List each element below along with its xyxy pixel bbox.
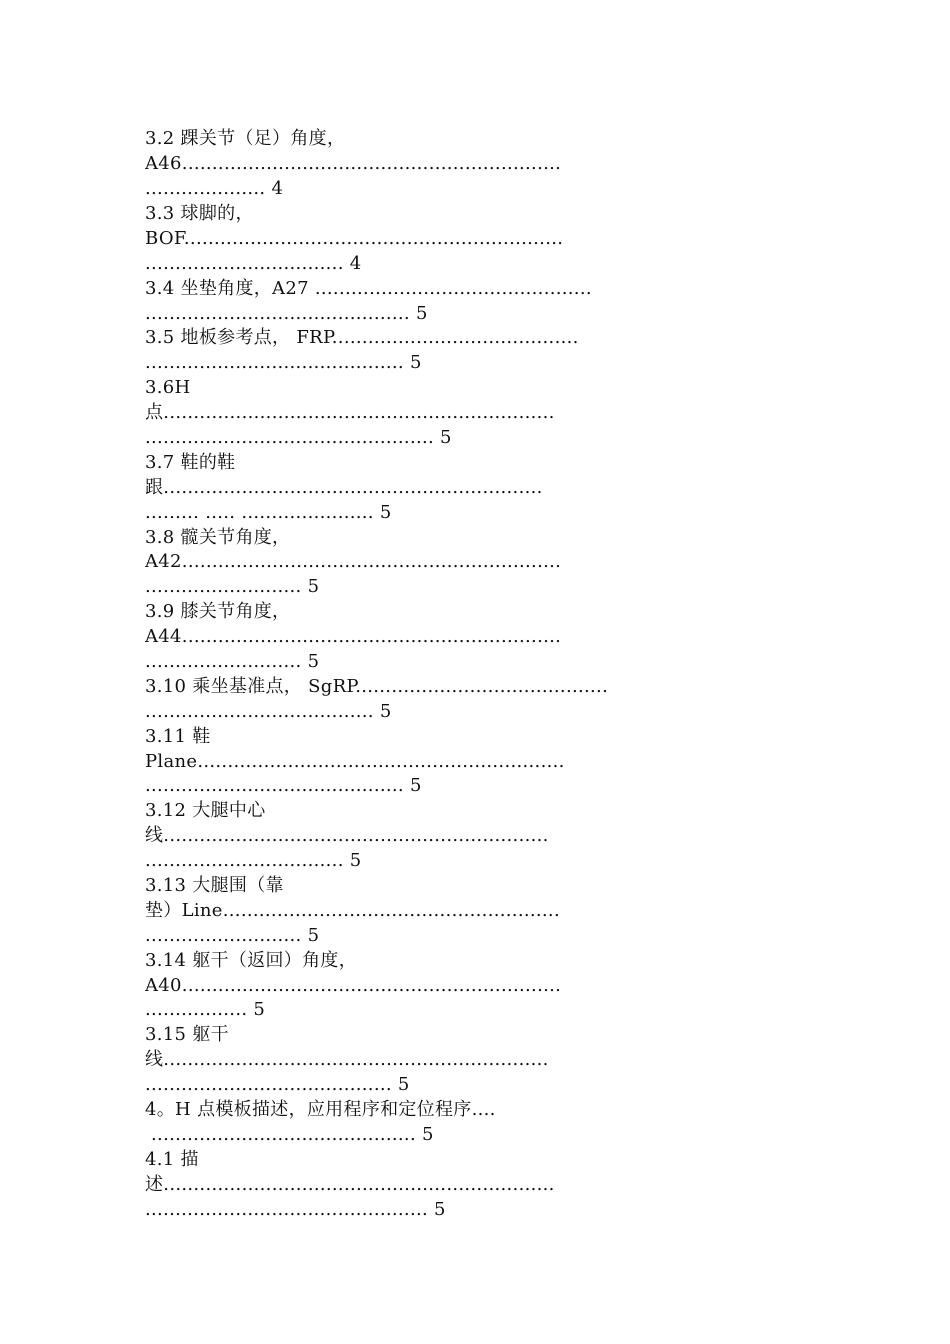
toc-line: 3.6H — [145, 377, 191, 398]
toc-line: ............................................ 5 — [145, 303, 428, 324]
toc-line: ...................................... 5 — [145, 701, 392, 722]
toc-line: 3.14 躯干（返回）角度， — [145, 950, 357, 971]
toc-line: 点................................................................. — [145, 402, 555, 423]
toc-line: 3.2 踝关节（足）角度， — [145, 128, 346, 149]
toc-line: 4.1 描 — [145, 1149, 199, 1170]
toc-line: ........................................... 5 — [145, 775, 422, 796]
toc-line: 垫）Line........................................................ — [145, 900, 560, 921]
toc-line: ................................. 5 — [145, 850, 362, 871]
toc-line: ................................................ 5 — [145, 427, 452, 448]
toc-line: A42............................................................... — [145, 551, 562, 572]
toc-line: 3.13 大腿围（靠 — [145, 875, 284, 896]
toc-line: BOF............................................................... — [145, 228, 564, 249]
toc-line: ......................................... 5 — [145, 1074, 410, 1095]
toc-line: 3.7 鞋的鞋 — [145, 452, 236, 473]
toc-line: 3.9 膝关节角度， — [145, 601, 291, 622]
toc-line: A44............................................................... — [145, 626, 562, 647]
toc-line: ................. 5 — [145, 999, 266, 1020]
toc-line: .................... 4 — [145, 178, 284, 199]
toc-line: 述................................................................. — [145, 1174, 555, 1195]
toc-line: ........................................... 5 — [145, 352, 422, 373]
toc-line: A46............................................................... — [145, 153, 562, 174]
toc-line: 跟............................................................... — [145, 477, 543, 498]
toc-line: .......................... 5 — [145, 651, 320, 672]
toc-line: 3.11 鞋 — [145, 726, 211, 747]
toc-line: 3.15 躯干 — [145, 1024, 229, 1045]
toc-line: ............................................... 5 — [145, 1199, 446, 1220]
toc-line: ................................. 4 — [145, 253, 362, 274]
toc-line: 3.12 大腿中心 — [145, 800, 266, 821]
toc-line: 线................................................................ — [145, 1049, 549, 1070]
toc-line: .......................... 5 — [145, 576, 320, 597]
toc-line: 3.8 髋关节角度， — [145, 527, 291, 548]
toc-line: ............................................ 5 — [145, 1124, 434, 1145]
toc-line: 3.10 乘坐基准点， SgRP.......................................... — [145, 676, 609, 697]
toc-line: 3.5 地板参考点， FRP......................................... — [145, 327, 579, 348]
toc-line: ......... ..... ...................... 5 — [145, 502, 392, 523]
toc-line: 线................................................................ — [145, 825, 549, 846]
toc-line: 4。H 点模板描述，应用程序和定位程序.... — [145, 1099, 496, 1120]
toc-line: A40............................................................... — [145, 975, 562, 996]
toc-line: Plane............................................................. — [145, 751, 565, 772]
toc-line: 3.3 球脚的， — [145, 203, 254, 224]
toc-line: .......................... 5 — [145, 925, 320, 946]
toc-line: 3.4 坐垫角度，A27 .............................................. — [145, 278, 592, 299]
